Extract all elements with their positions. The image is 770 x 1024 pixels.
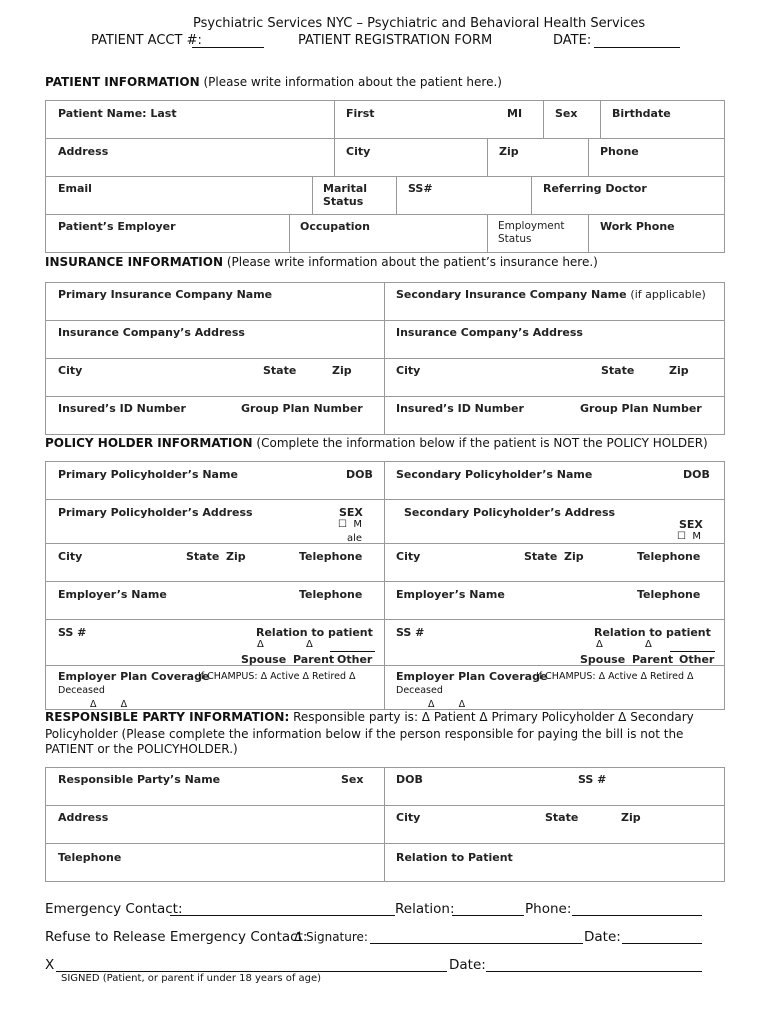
secondary-policyholder-telephone-field[interactable]: Telephone: [637, 550, 701, 563]
patient-email-field[interactable]: Email: [58, 182, 92, 195]
patient-phone-field[interactable]: Phone: [600, 145, 639, 158]
secondary-policyholder-sex-checkbox[interactable]: ☐ M: [677, 531, 701, 542]
responsible-state-field[interactable]: State: [545, 811, 579, 824]
patient-mi-field[interactable]: MI: [507, 107, 523, 120]
primary-policyholder-state-field[interactable]: State: [186, 550, 220, 563]
primary-relation-other-line[interactable]: [330, 651, 375, 652]
secondary-policyholder-state-field[interactable]: State: [524, 550, 558, 563]
secondary-deceased-label: Deceased: [396, 685, 443, 696]
responsible-ss-field[interactable]: SS #: [578, 773, 607, 786]
secondary-insurance-zip-field[interactable]: Zip: [669, 364, 689, 377]
secondary-policyholder-sex-label: SEX: [679, 518, 703, 531]
responsible-relation-field[interactable]: Relation to Patient: [396, 851, 513, 864]
responsible-sex-field[interactable]: Sex: [341, 773, 364, 786]
secondary-relation-label: Relation to patient: [594, 626, 711, 639]
primary-relation-spouse-label: Spouse: [241, 653, 287, 666]
primary-relation-other-label: Other: [337, 653, 373, 666]
emergency-contact-label: Emergency Contact:: [45, 901, 183, 917]
primary-policyholder-name-field[interactable]: Primary Policyholder’s Name: [58, 468, 238, 481]
patient-work-phone-field[interactable]: Work Phone: [600, 220, 675, 233]
primary-policyholder-sex-checkbox[interactable]: ☐ M: [338, 519, 362, 530]
patient-signature-field[interactable]: [56, 971, 447, 972]
form-title: PATIENT REGISTRATION FORM: [298, 33, 493, 48]
primary-policyholder-telephone-field[interactable]: Telephone: [299, 550, 363, 563]
primary-policyholder-sex-label: SEX: [339, 506, 363, 519]
primary-insurance-name-field[interactable]: Primary Insurance Company Name: [58, 288, 273, 301]
secondary-insurance-address-field[interactable]: Insurance Company’s Address: [396, 326, 583, 339]
patient-last-name-field[interactable]: Patient Name: Last: [58, 107, 177, 120]
responsible-section-heading: RESPONSIBLE PARTY INFORMATION: Responsible party is: Δ Patient Δ Primary Policyholder Δ Secondary: [45, 710, 694, 724]
refuse-signature-label[interactable]: Δ Signature:: [294, 930, 368, 944]
secondary-policyholder-ss-field[interactable]: SS #: [396, 626, 425, 639]
signature-date-field[interactable]: [486, 971, 702, 972]
responsible-address-field[interactable]: Address: [58, 811, 109, 824]
secondary-relation-other-line[interactable]: [670, 651, 715, 652]
secondary-policyholder-city-field[interactable]: City: [396, 550, 421, 563]
primary-employer-name-field[interactable]: Employer’s Name: [58, 588, 167, 601]
refuse-release-label: Refuse to Release Emergency Contact:: [45, 929, 308, 945]
secondary-relation-parent-option[interactable]: Δ: [645, 639, 652, 650]
primary-policyholder-zip-field[interactable]: Zip: [226, 550, 246, 563]
secondary-employer-telephone-field[interactable]: Telephone: [637, 588, 701, 601]
secondary-champus-options[interactable]: If CHAMPUS: Δ Active Δ Retired Δ: [536, 671, 694, 682]
secondary-policyholder-zip-field[interactable]: Zip: [564, 550, 584, 563]
responsible-note-line2: Policyholder (Please complete the information below if the person responsible for paying the bill is not the: [45, 727, 684, 741]
patient-employment-status-field[interactable]: Employment Status: [498, 220, 565, 245]
primary-policyholder-ss-field[interactable]: SS #: [58, 626, 87, 639]
signature-date-label: Date:: [449, 957, 486, 973]
secondary-relation-spouse-option[interactable]: Δ: [596, 639, 603, 650]
responsible-name-field[interactable]: Responsible Party’s Name: [58, 773, 221, 786]
secondary-plan-coverage-label: Employer Plan Coverage: [396, 670, 548, 683]
primary-policyholder-city-field[interactable]: City: [58, 550, 83, 563]
form-header-title: Psychiatric Services NYC – Psychiatric and Behavioral Health Services: [193, 16, 646, 31]
secondary-group-plan-field[interactable]: Group Plan Number: [580, 402, 702, 415]
primary-policyholder-sex-cutoff: ale: [347, 533, 363, 543]
primary-policyholder-address-field[interactable]: Primary Policyholder’s Address: [58, 506, 253, 519]
signature-x-label: X: [45, 957, 55, 973]
patient-zip-field[interactable]: Zip: [499, 145, 519, 158]
secondary-relation-spouse-label: Spouse: [580, 653, 626, 666]
patient-birthdate-field[interactable]: Birthdate: [612, 107, 671, 120]
primary-group-plan-field[interactable]: Group Plan Number: [241, 402, 363, 415]
primary-employer-telephone-field[interactable]: Telephone: [299, 588, 363, 601]
responsible-dob-field[interactable]: DOB: [396, 773, 423, 786]
primary-insured-id-field[interactable]: Insured’s ID Number: [58, 402, 186, 415]
patient-section-heading: PATIENT INFORMATION (Please write information about the patient here.): [45, 75, 502, 89]
responsible-note-line3: PATIENT or the POLICYHOLDER.): [45, 742, 238, 756]
date-field[interactable]: [594, 47, 680, 48]
patient-marital-status-field[interactable]: Marital Status: [323, 182, 368, 208]
emergency-relation-field[interactable]: [452, 915, 524, 916]
secondary-relation-parent-label: Parent: [632, 653, 674, 666]
emergency-phone-label: Phone:: [525, 901, 572, 917]
patient-referring-doctor-field[interactable]: Referring Doctor: [543, 182, 647, 195]
primary-deceased-options[interactable]: Δ Δ: [90, 699, 128, 709]
emergency-relation-label: Relation:: [395, 901, 455, 917]
patient-sex-field[interactable]: Sex: [555, 107, 578, 120]
emergency-phone-field[interactable]: [572, 915, 702, 916]
primary-champus-options[interactable]: If CHAMPUS: Δ Active Δ Retired Δ: [198, 671, 356, 682]
patient-acct-field[interactable]: [192, 47, 264, 48]
secondary-insurance-state-field[interactable]: State: [601, 364, 635, 377]
responsible-zip-field[interactable]: Zip: [621, 811, 641, 824]
primary-insurance-address-field[interactable]: Insurance Company’s Address: [58, 326, 245, 339]
responsible-city-field[interactable]: City: [396, 811, 421, 824]
primary-insurance-zip-field[interactable]: Zip: [332, 364, 352, 377]
patient-city-field[interactable]: City: [346, 145, 371, 158]
date-label: DATE:: [553, 33, 592, 48]
primary-deceased-label: Deceased: [58, 685, 105, 696]
secondary-insurance-city-field[interactable]: City: [396, 364, 421, 377]
patient-ss-field[interactable]: SS#: [408, 182, 433, 195]
refuse-date-field[interactable]: [622, 943, 702, 944]
patient-occupation-field[interactable]: Occupation: [300, 220, 370, 233]
primary-relation-parent-option[interactable]: Δ: [306, 639, 313, 650]
primary-relation-parent-label: Parent: [293, 653, 335, 666]
refuse-date-label: Date:: [584, 929, 621, 945]
patient-first-name-field[interactable]: First: [346, 107, 375, 120]
primary-policyholder-dob-field[interactable]: DOB: [346, 468, 373, 481]
secondary-insured-id-field[interactable]: Insured’s ID Number: [396, 402, 524, 415]
secondary-policyholder-address-field[interactable]: Secondary Policyholder’s Address: [404, 506, 616, 519]
insurance-section-heading: INSURANCE INFORMATION (Please write information about the patient’s insurance here.): [45, 255, 598, 269]
secondary-policyholder-dob-field[interactable]: DOB: [683, 468, 710, 481]
patient-address-field[interactable]: Address: [58, 145, 109, 158]
signed-caption: SIGNED (Patient, or parent if under 18 years of age): [61, 973, 322, 984]
patient-acct-label: PATIENT ACCT #:: [91, 33, 202, 48]
patient-employer-field[interactable]: Patient’s Employer: [58, 220, 176, 233]
policy-section-heading: POLICY HOLDER INFORMATION (Complete the information below if the patient is NOT the POLICY HOLDER): [45, 436, 708, 450]
secondary-relation-other-label: Other: [679, 653, 715, 666]
primary-relation-spouse-option[interactable]: Δ: [257, 639, 264, 650]
emergency-contact-field[interactable]: [170, 915, 395, 916]
primary-plan-coverage-label: Employer Plan Coverage: [58, 670, 210, 683]
secondary-insurance-name-field[interactable]: Secondary Insurance Company Name (if applicable): [396, 288, 706, 301]
secondary-deceased-options[interactable]: Δ Δ: [428, 699, 466, 709]
secondary-employer-name-field[interactable]: Employer’s Name: [396, 588, 505, 601]
primary-insurance-state-field[interactable]: State: [263, 364, 297, 377]
primary-insurance-city-field[interactable]: City: [58, 364, 83, 377]
refuse-signature-field[interactable]: [370, 943, 583, 944]
secondary-policyholder-name-field[interactable]: Secondary Policyholder’s Name: [396, 468, 593, 481]
primary-relation-label: Relation to patient: [256, 626, 373, 639]
responsible-telephone-field[interactable]: Telephone: [58, 851, 122, 864]
